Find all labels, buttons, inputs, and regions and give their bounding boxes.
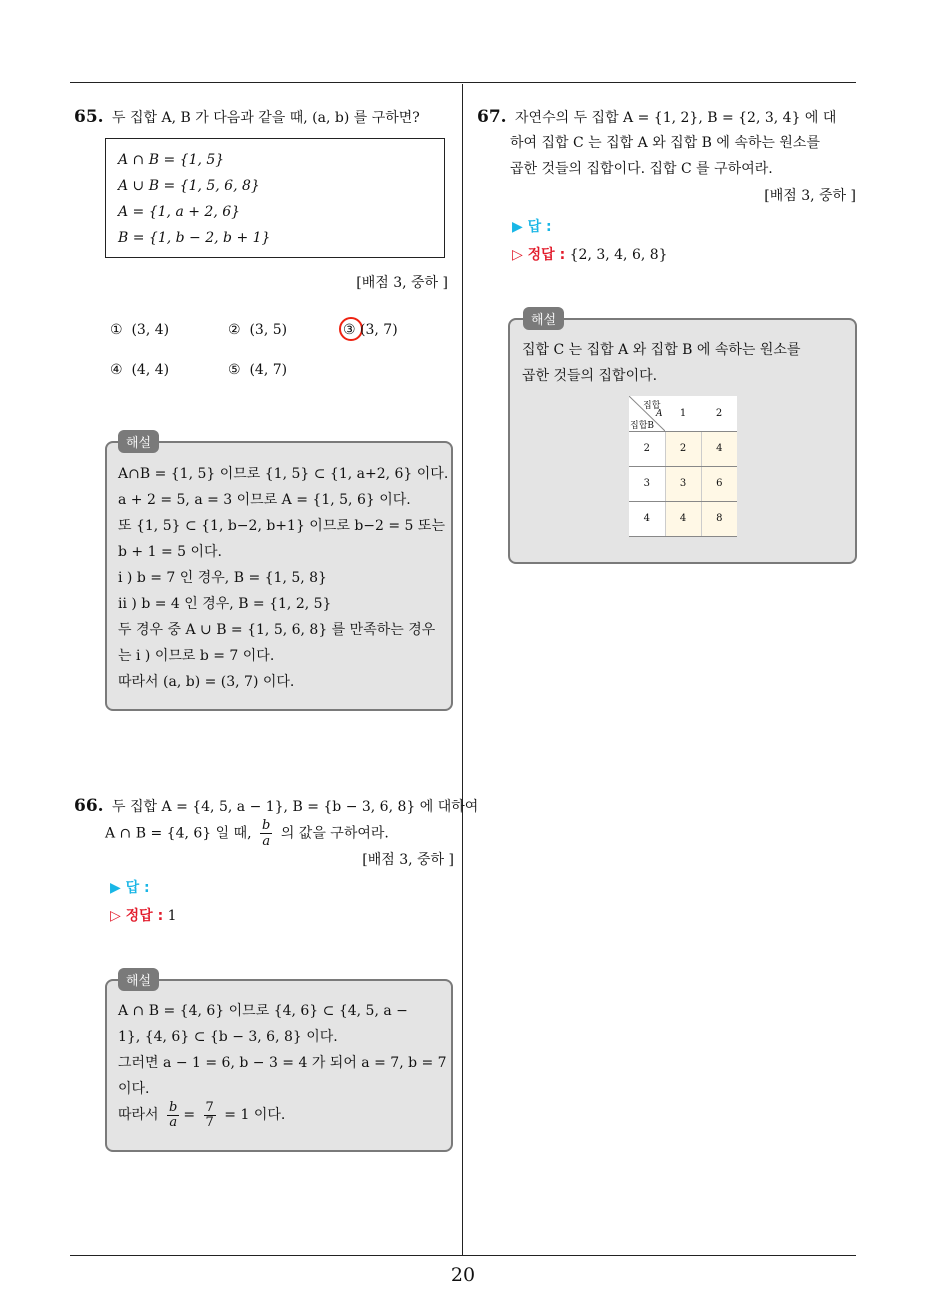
corner-label-top: 집합: [643, 401, 661, 411]
solution-line: ii ) b = 4 인 경우, B = {1, 2, 5}: [118, 596, 332, 612]
question-text-line-2: [105, 818, 389, 849]
bottom-rule: [70, 1255, 856, 1256]
choice-value: (3, 5): [249, 322, 288, 338]
question-text: 자연수의 두 집합 A = {1, 2}, B = {2, 3, 4} 에 대: [515, 110, 837, 126]
solution-line: 또 {1, 5} ⊂ {1, b−2, b+1} 이므로 b−2 = 5 또는: [118, 518, 445, 534]
correct-label: ▷ 정답 :: [512, 247, 566, 263]
condition-line: A ∪ B = {1, 5, 6, 8}: [118, 178, 260, 194]
choice-3[interactable]: [343, 322, 398, 338]
question-text-line: 곱한 것들의 집합이다. 집합 C 를 구하여라.: [510, 161, 773, 177]
table-cell: 4: [701, 431, 737, 466]
top-rule: [70, 82, 856, 83]
choice-value: (4, 7): [249, 362, 288, 378]
solution-line: 이다.: [118, 1081, 150, 1097]
solution-tag: 해설: [118, 968, 159, 991]
product-table: [629, 396, 737, 537]
fraction-denominator: a: [262, 834, 271, 849]
choice-1[interactable]: [110, 322, 169, 338]
fraction-denominator: 7: [205, 1114, 214, 1130]
solution-text: = 1 이다.: [224, 1107, 286, 1123]
question-number: 67.: [477, 107, 507, 127]
choice-value: (3, 7): [360, 322, 398, 338]
correct-label: ▷ 정답 :: [110, 908, 164, 924]
page-number: 20: [450, 1264, 476, 1286]
fraction-numerator: b: [262, 818, 271, 833]
question-text: 의 값을 구하여라.: [280, 825, 389, 842]
question-number: 66.: [74, 796, 104, 816]
question-text: 두 집합 A, B 가 다음과 같을 때, (a, b) 를 구하면?: [112, 110, 420, 126]
fraction: [167, 1101, 179, 1130]
correct-answer: [110, 905, 177, 925]
solution-line: 두 경우 중 A ∪ B = {1, 5, 6, 8} 를 만족하는 경우: [118, 622, 436, 638]
choice-2[interactable]: [228, 322, 287, 338]
question-66-header: [74, 793, 478, 820]
correct-value: 1: [167, 908, 177, 924]
answer-label: ▶ 답 :: [110, 880, 150, 896]
question-text: 두 집합 A = {4, 5, a − 1}, B = {b − 3, 6, 8} 에 대하여: [112, 799, 479, 815]
condition-line: A ∩ B = {1, 5}: [118, 152, 225, 168]
score-meta: [배점 3, 중하 ]: [356, 275, 448, 291]
column-header: 1: [665, 396, 701, 431]
solution-line: 곱한 것들의 집합이다.: [522, 368, 658, 384]
fraction: [260, 818, 272, 849]
table-cell: 6: [701, 466, 737, 501]
corner-label-bottom: 집합B: [630, 421, 655, 431]
solution-line: A ∩ B = {4, 6} 이므로 {4, 6} ⊂ {4, 5, a −: [118, 1003, 408, 1019]
choice-number: ⑤: [228, 362, 241, 378]
row-header: 2: [629, 431, 665, 466]
solution-line: i ) b = 7 인 경우, B = {1, 5, 8}: [118, 570, 327, 586]
solution-line: 집합 C 는 집합 A 와 집합 B 에 속하는 원소를: [522, 342, 801, 358]
solution-text: 따라서: [118, 1107, 159, 1123]
question-text-line: 하여 집합 C 는 집합 A 와 집합 B 에 속하는 원소를: [510, 135, 820, 151]
column-divider: [462, 84, 463, 1256]
table-row: [629, 501, 737, 536]
question-65-header: [74, 104, 420, 131]
table-corner-cell: [629, 396, 665, 431]
score-meta: [배점 3, 중하 ]: [362, 852, 454, 868]
solution-line: 1}, {4, 6} ⊂ {b − 3, 6, 8} 이다.: [118, 1029, 338, 1045]
choice-number: ①: [110, 322, 123, 338]
table-cell: 3: [665, 466, 701, 501]
score-meta: [배점 3, 중하 ]: [764, 188, 856, 204]
table-cell: 8: [701, 501, 737, 536]
solution-line: A∩B = {1, 5} 이므로 {1, 5} ⊂ {1, a+2, 6} 이다.: [118, 466, 449, 482]
solution-tag: 해설: [118, 430, 159, 453]
question-text: A ∩ B = {4, 6} 일 때,: [105, 825, 252, 842]
row-header: 3: [629, 466, 665, 501]
question-67-header: [477, 104, 836, 131]
answer-label: ▶ 답 :: [512, 219, 552, 235]
choice-5[interactable]: [228, 362, 287, 378]
condition-line: B = {1, b − 2, b + 1}: [118, 230, 271, 246]
fraction-denominator: a: [169, 1114, 178, 1130]
solution-line: 그러면 a − 1 = 6, b − 3 = 4 가 되어 a = 7, b = 7: [118, 1055, 447, 1071]
solution-last-line: 따라서 $\frac{b}{a}$ = $\frac{7}{7}$ = 1 이다.: [118, 1099, 286, 1130]
column-header: 2: [701, 396, 737, 431]
correct-value: {2, 3, 4, 6, 8}: [569, 247, 668, 263]
table-cell: 2: [665, 431, 701, 466]
solution-line: b + 1 = 5 이다.: [118, 544, 222, 560]
fraction-numerator: b: [169, 1099, 178, 1115]
corner-label-a: A: [656, 409, 663, 419]
solution-line: 는 i ) 이므로 b = 7 이다.: [118, 648, 275, 664]
solution-line: 따라서 (a, b) = (3, 7) 이다.: [118, 674, 295, 690]
table-row: [629, 466, 737, 501]
table-cell: 4: [665, 501, 701, 536]
table-header-row: [629, 396, 737, 431]
choice-number: ④: [110, 362, 123, 378]
condition-line: A = {1, a + 2, 6}: [118, 204, 241, 220]
fraction: [204, 1101, 216, 1130]
fraction-numerator: 7: [205, 1099, 214, 1115]
choice-4[interactable]: [110, 362, 169, 378]
choice-value: (4, 4): [131, 362, 170, 378]
correct-answer: [512, 244, 668, 264]
choice-number: ②: [228, 322, 241, 338]
choice-number: ③: [343, 322, 356, 338]
choice-value: (3, 4): [131, 322, 170, 338]
row-header: 4: [629, 501, 665, 536]
conditions-box: [105, 138, 445, 258]
table-row: [629, 431, 737, 466]
solution-line: a + 2 = 5, a = 3 이므로 A = {1, 5, 6} 이다.: [118, 492, 411, 508]
question-number: 65.: [74, 107, 104, 127]
solution-tag: 해설: [523, 307, 564, 330]
